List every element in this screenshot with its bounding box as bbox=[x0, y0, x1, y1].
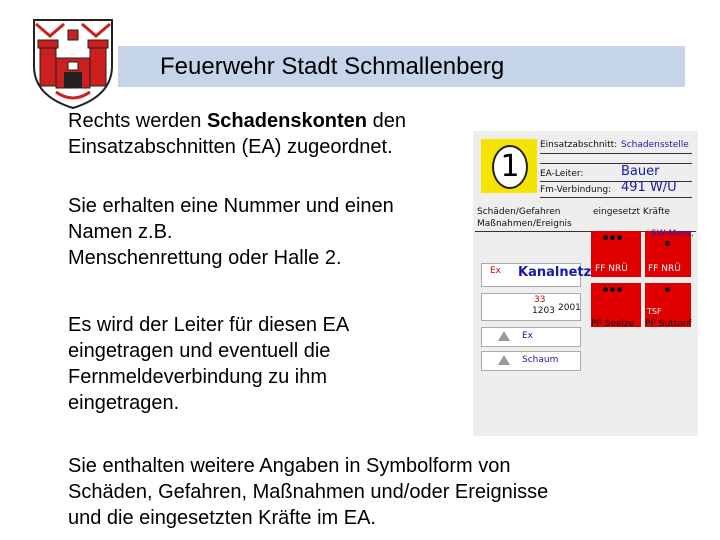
damage-card-1 bbox=[481, 263, 592, 287]
unit-1 bbox=[591, 231, 641, 277]
p1-text-end: den bbox=[367, 110, 406, 132]
section-number-box bbox=[481, 139, 537, 193]
p2-line-1: Sie erhalten eine Nummer und einen bbox=[68, 195, 394, 217]
paragraph-4 bbox=[68, 453, 548, 531]
p4-line-2: Schäden, Gefahren, Maßnahmen und/oder Ereignisse bbox=[68, 481, 549, 503]
damage-card-2 bbox=[481, 293, 581, 321]
damage-account-board-image bbox=[473, 131, 698, 436]
value-fm: 491 W/U bbox=[621, 180, 677, 195]
paragraph-2 bbox=[68, 193, 394, 271]
p3-line-4: eingetragen. bbox=[68, 392, 180, 414]
card4-text: Schaum bbox=[522, 355, 559, 365]
card1-text: Kanalnetz bbox=[518, 265, 592, 280]
header-left-2: Maßnahmen/Ereignis bbox=[477, 219, 572, 229]
value-leiter: Bauer bbox=[621, 164, 660, 179]
value-abschnitt: Schadensstelle bbox=[621, 140, 689, 150]
p3-line-2: eingetragen und eventuell die bbox=[68, 340, 331, 362]
p3-line-3: Fernmeldeverbindung zu ihm bbox=[68, 366, 328, 388]
unit4-label: PP Suttonf bbox=[645, 319, 692, 329]
label-leiter: EA-Leiter: bbox=[540, 169, 584, 179]
label-abschnitt: Einsatzabschnitt: bbox=[540, 140, 618, 150]
p4-line-1: Sie enthalten weitere Angaben in Symbolform von bbox=[68, 455, 511, 477]
paragraph-1 bbox=[68, 108, 406, 160]
p1-text-start: Rechts werden bbox=[68, 110, 207, 132]
p4-line-3: und die eingesetzten Kräfte im EA. bbox=[68, 507, 376, 529]
card1-tag: Ex bbox=[490, 266, 502, 276]
p2-line-3: Menschenrettung oder Halle 2. bbox=[68, 247, 342, 269]
coat-of-arms-logo bbox=[30, 14, 116, 110]
card2-text-b: 1203 bbox=[532, 306, 555, 316]
damage-card-4 bbox=[481, 351, 581, 371]
unit-2 bbox=[645, 229, 695, 277]
damage-card-3 bbox=[481, 327, 581, 347]
card3-text: Ex bbox=[522, 331, 534, 341]
section-number: 1 bbox=[492, 145, 528, 189]
header-left-1: Schäden/Gefahren bbox=[477, 207, 561, 217]
card2-text-a: 33 bbox=[534, 295, 546, 305]
page-title: Feuerwehr Stadt Schmallenberg bbox=[160, 53, 505, 80]
unit3-label: PP Soelze bbox=[591, 319, 635, 329]
p2-line-2: Namen z.B. bbox=[68, 221, 173, 243]
paragraph-3 bbox=[68, 312, 349, 416]
unit4-top: TSF bbox=[647, 307, 662, 316]
card2-text-c: 2001 bbox=[558, 303, 581, 313]
unit1-label: FF NRÜ bbox=[595, 264, 628, 274]
unit2-top: SW-Mess. bbox=[651, 229, 695, 239]
unit2-label: FF NRÜ bbox=[648, 264, 681, 274]
p1-bold-term: Schadenskonten bbox=[206, 110, 368, 132]
p3-line-1: Es wird der Leiter für diesen EA bbox=[68, 314, 350, 336]
header-right: eingesetzt Kräfte bbox=[593, 207, 671, 217]
label-fm: Fm-Verbindung: bbox=[540, 185, 612, 195]
p1-line-2: Einsatzabschnitten (EA) zugeordnet. bbox=[68, 136, 393, 158]
